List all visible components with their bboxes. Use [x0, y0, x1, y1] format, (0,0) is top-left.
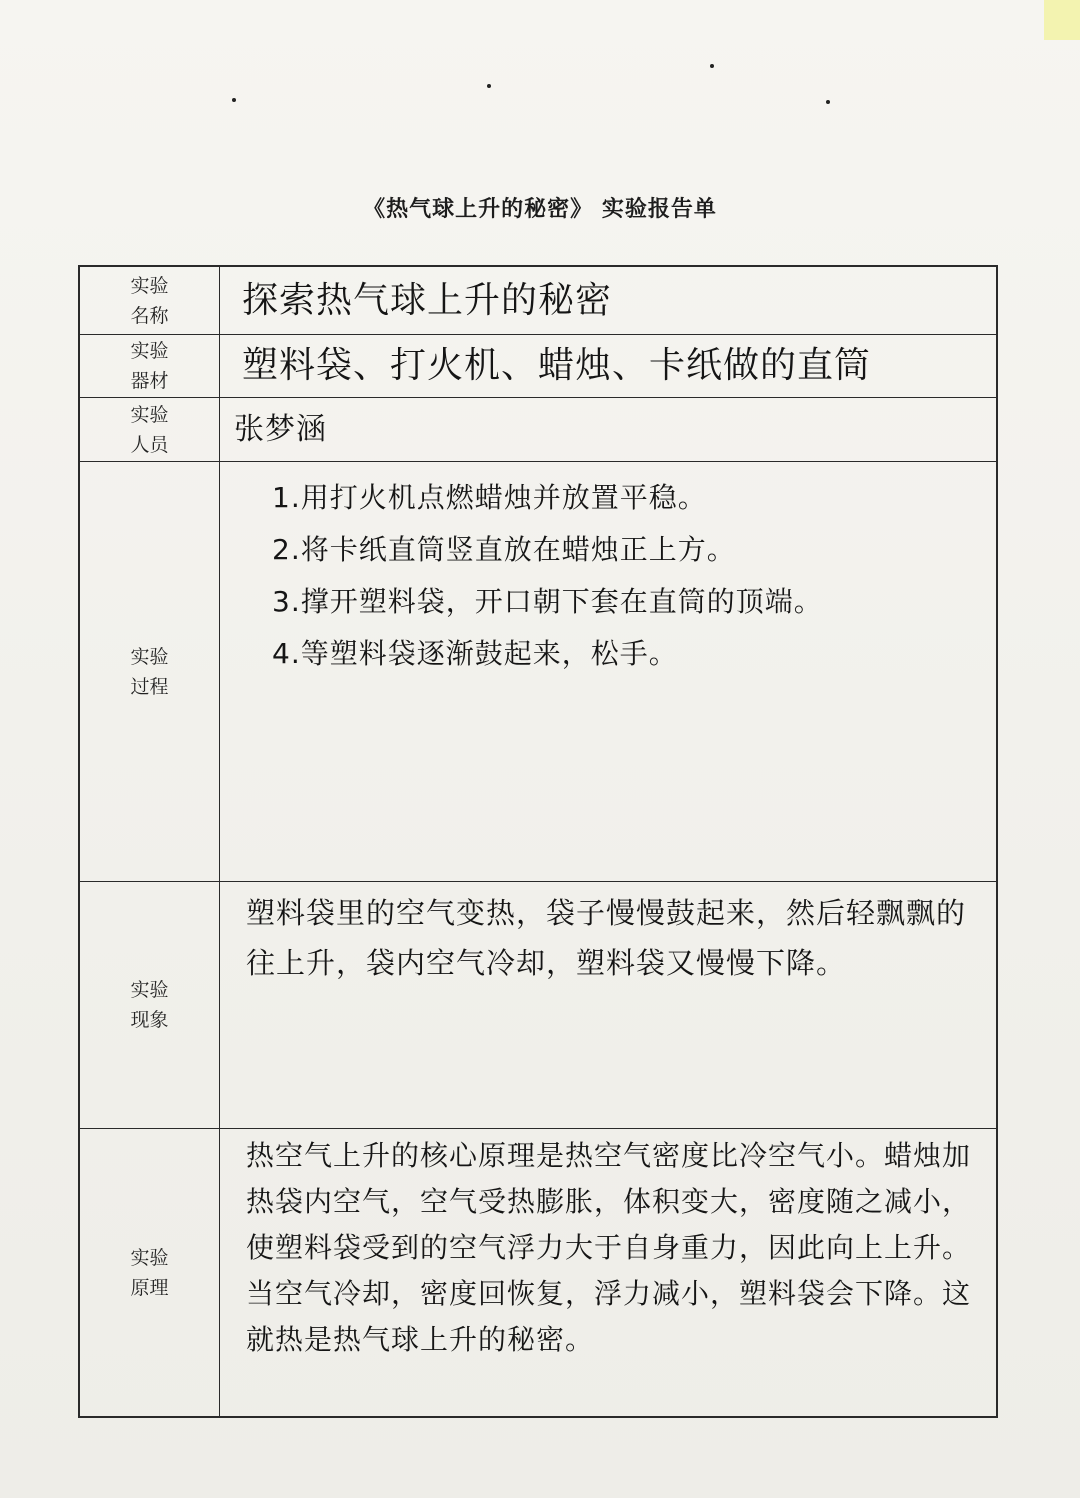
row-label: 实验原理 [130, 1246, 169, 1299]
row-label: 实验过程 [130, 645, 169, 698]
ink-speck [487, 84, 491, 88]
row-personnel [80, 398, 996, 462]
ink-speck [710, 64, 714, 68]
row-procedure [80, 462, 996, 882]
row-label: 实验现象 [130, 979, 169, 1031]
procedure-step: 2.将卡纸直筒竖直放在蜡烛正上方。 [272, 533, 736, 566]
procedure-step: 1.用打火机点燃蜡烛并放置平稳。 [272, 481, 707, 514]
row-label: 实验名称 [130, 274, 169, 327]
row-principle [80, 1129, 996, 1416]
experiment-name-value: 探索热气球上升的秘密 [242, 280, 613, 321]
procedure-step: 4.等塑料袋逐渐鼓起来，松手。 [272, 637, 678, 670]
phenomenon-value: 塑料袋里的空气变热，袋子慢慢鼓起来，然后轻飘飘的往上升，袋内空气冷却，塑料袋又慢慢下降。 [246, 896, 967, 980]
row-equipment [80, 335, 996, 398]
principle-value: 热空气上升的核心原理是热空气密度比冷空气小。蜡烛加热袋内空气，空气受热膨胀，体积变大，密度随之减小，使塑料袋受到的空气浮力大于自身重力，因此向上上升。当空气冷却，密度回恢复，浮力减小，塑料袋会下降。这就热是热气球上升的秘密。 [246, 1139, 972, 1356]
procedure-step: 3.撑开塑料袋，开口朝下套在直筒的顶端。 [272, 585, 823, 618]
equipment-value: 塑料袋、打火机、蜡烛、卡纸做的直筒 [242, 345, 872, 386]
ink-speck [232, 98, 236, 102]
ink-speck [826, 100, 830, 104]
report-title: 《热气球上升的秘密》 实验报告单 [363, 196, 717, 222]
row-phenomenon [80, 882, 996, 1129]
personnel-value: 张梦涵 [234, 412, 327, 447]
sticky-note-corner [1044, 0, 1080, 40]
row-experiment-name [80, 267, 996, 335]
row-label: 实验器材 [130, 340, 169, 392]
report-table [78, 265, 998, 1418]
row-label: 实验人员 [130, 403, 169, 456]
